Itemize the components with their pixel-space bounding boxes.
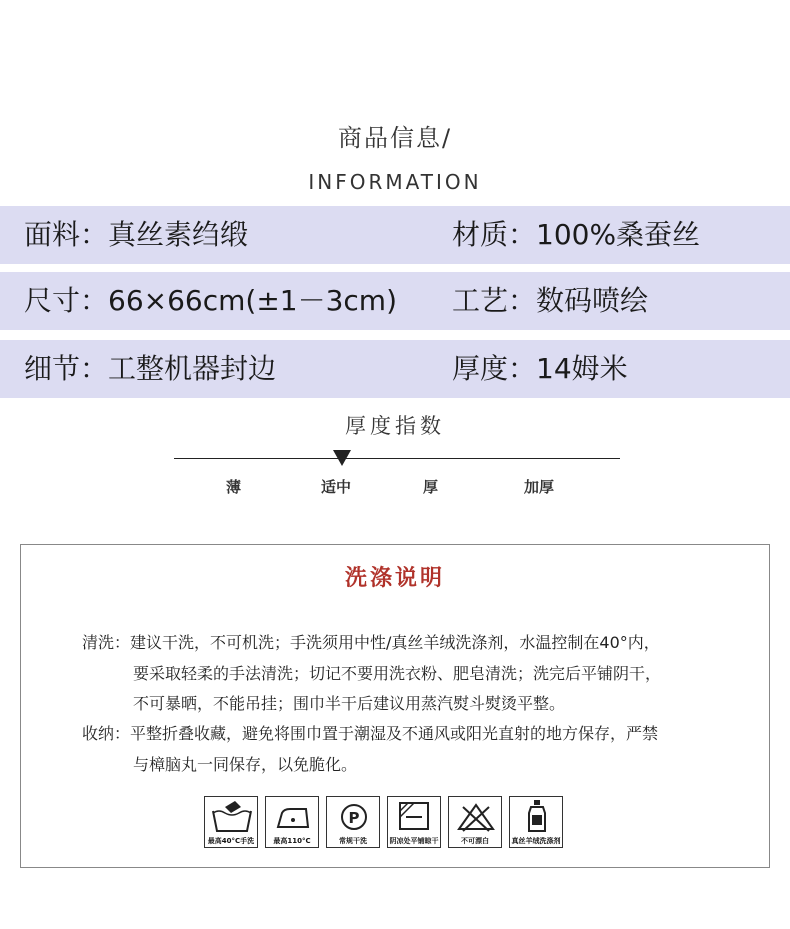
no-bleach-icon	[448, 796, 502, 848]
care-text-line: 收纳：平整折叠收藏，避免将围巾置于潮湿及不通风或阳光直射的地方保存，严禁	[82, 724, 659, 743]
spec-size: 尺寸：66×66cm(±1－3cm)	[24, 284, 397, 317]
spec-fabric: 面料：真丝素绉缎	[24, 218, 249, 251]
thickness-scale-line	[174, 458, 620, 459]
care-text-line: 与樟脑丸一同保存，以免脆化。	[133, 755, 358, 774]
icon-label: 真丝羊绒洗涤剂	[511, 837, 561, 845]
spec-material: 材质：100%桑蚕丝	[452, 218, 701, 251]
spec-row	[0, 206, 790, 264]
icon-label: 阴凉处平铺晾干	[389, 837, 439, 845]
spec-row	[0, 340, 790, 398]
thickness-index-title: 厚度指数	[345, 414, 445, 438]
thickness-level-thin: 薄	[226, 478, 242, 496]
svg-text:P: P	[348, 809, 360, 827]
hand-wash-icon	[204, 796, 258, 848]
thickness-level-thick: 厚	[423, 478, 439, 496]
thickness-level-extra-thick: 加厚	[524, 478, 555, 496]
care-text-line: 不可暴晒，不能吊挂；围巾半干后建议用蒸汽熨斗熨烫平整。	[133, 694, 566, 713]
shade-dry-flat-icon	[387, 796, 441, 848]
icon-label: 不可漂白	[461, 837, 489, 845]
icon-label: 常规干洗	[339, 837, 367, 845]
thickness-pointer-icon	[333, 450, 351, 466]
dry-clean-icon	[326, 796, 380, 848]
detergent-bottle-icon	[509, 796, 563, 848]
care-text-line: 清洗：建议干洗，不可机洗；手洗须用中性/真丝羊绒洗涤剂，水温控制在40°内，	[82, 633, 660, 652]
icon-label: 最高110°C	[273, 837, 311, 845]
care-text-line: 要采取轻柔的手法清洗；切记不要用洗衣粉、肥皂清洗；洗完后平铺阴干，	[133, 664, 662, 683]
spec-craft: 工艺：数码喷绘	[452, 284, 649, 317]
care-title: 洗涤说明	[344, 566, 445, 591]
icon-label: 最高40°C手洗	[207, 837, 255, 845]
spec-row	[0, 272, 790, 330]
thickness-level-medium: 适中	[321, 478, 352, 496]
section-title-cn: 商品信息/	[337, 124, 453, 152]
iron-icon	[265, 796, 319, 848]
section-title-en: INFORMATION	[308, 170, 482, 194]
spec-thickness: 厚度：14姆米	[452, 352, 628, 385]
spec-detail: 细节：工整机器封边	[24, 352, 277, 385]
